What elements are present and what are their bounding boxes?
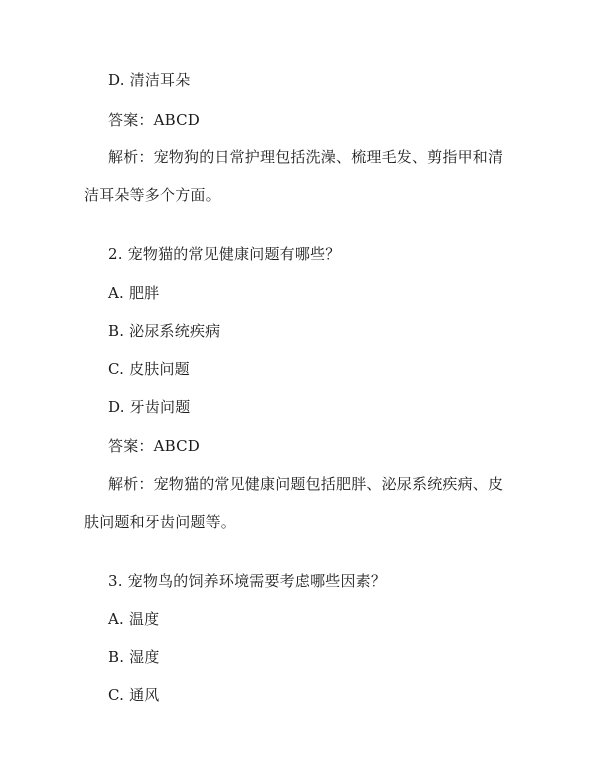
q1-answer: 答案：ABCD [108, 111, 201, 129]
q2-analysis: 解析：宠物猫的常见健康问题包括肥胖、泌尿系统疾病、皮肤问题和牙齿问题等。 [84, 475, 504, 531]
q2-option-d: D. 牙齿问题 [108, 398, 191, 416]
q3-option-c: C. 通风 [108, 686, 160, 704]
q2-option-a: A. 肥胖 [108, 284, 160, 302]
q3-option-a: A. 温度 [108, 610, 160, 628]
q1-analysis: 解析：宠物狗的日常护理包括洗澡、梳理毛发、剪指甲和清洁耳朵等多个方面。 [84, 148, 504, 204]
q2-answer: 答案：ABCD [108, 437, 201, 455]
q2-option-c: C. 皮肤问题 [108, 360, 190, 378]
q3-question: 3. 宠物鸟的饲养环境需要考虑哪些因素？ [108, 572, 387, 590]
q2-option-b: B. 泌尿系统疾病 [108, 322, 221, 340]
q3-option-b: B. 湿度 [108, 648, 160, 666]
q1-option-d: D. 清洁耳朵 [108, 71, 191, 89]
q2-question: 2. 宠物猫的常见健康问题有哪些？ [108, 245, 341, 263]
